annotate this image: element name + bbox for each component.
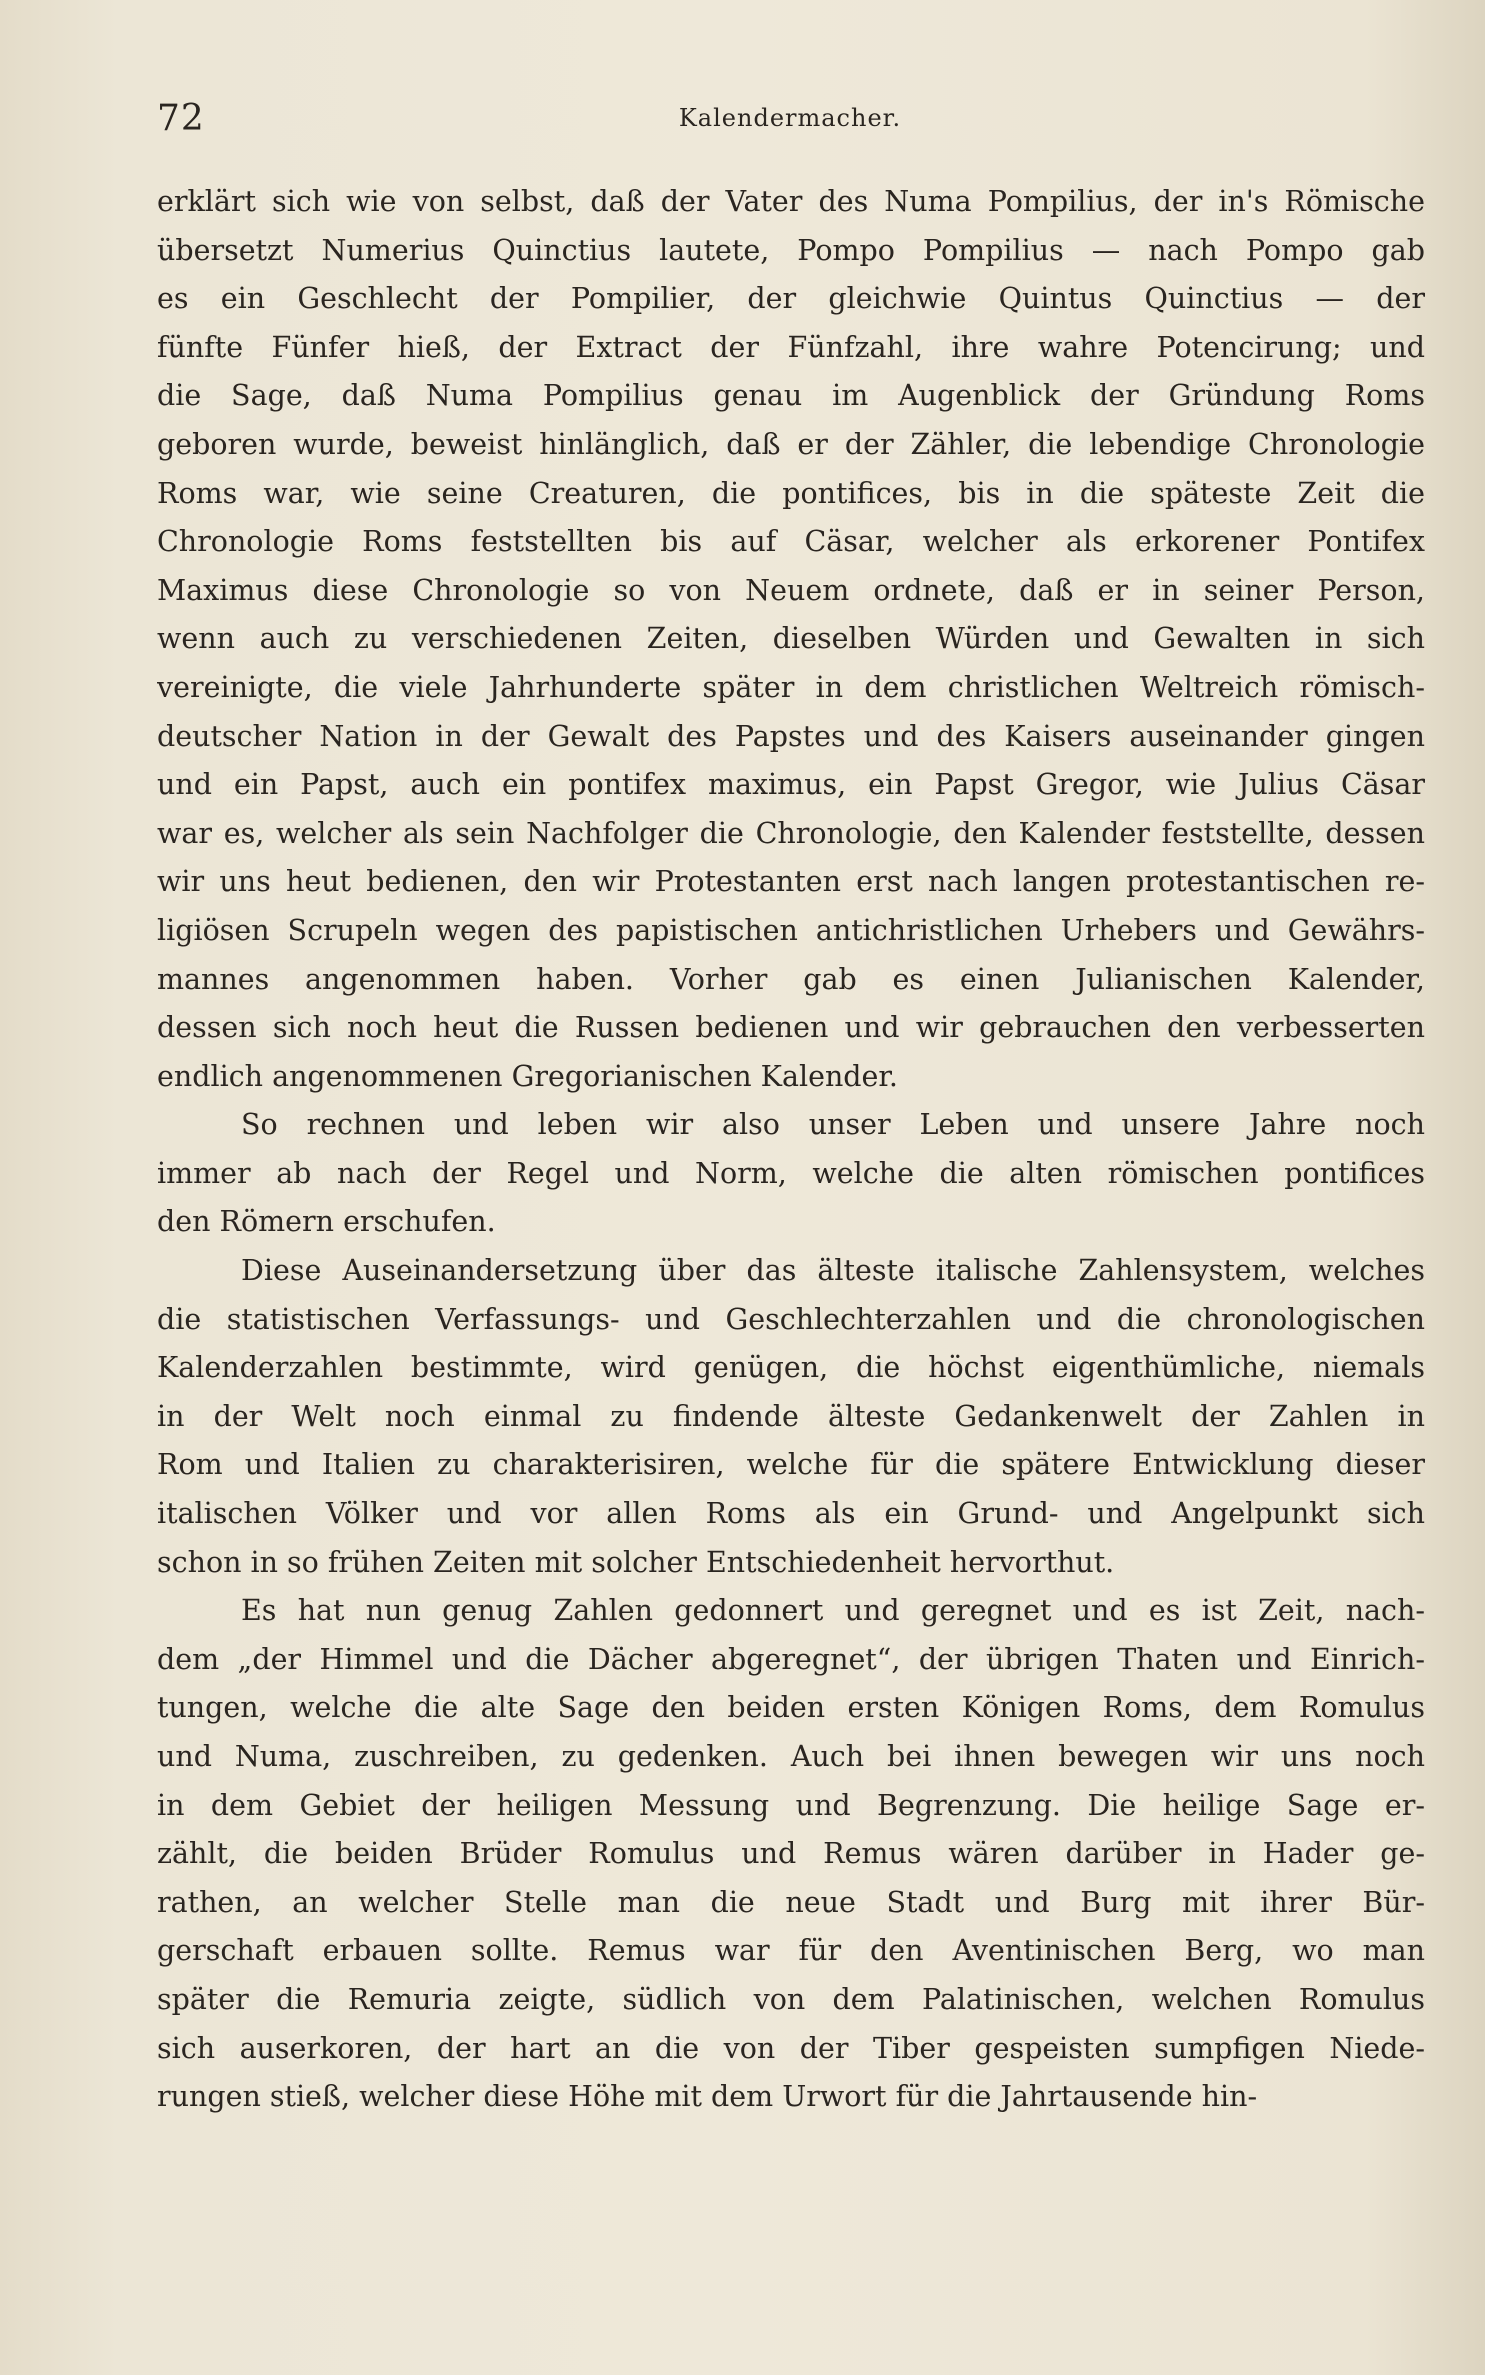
text-line: Es hat nun genug Zahlen gedonnert und geregnet und es ist Zeit, nach- — [241, 1594, 1425, 1628]
paragraph — [157, 1587, 1425, 2122]
text-line: fünfte Fünfer hieß, der Extract der Fünfzahl, ihre wahre Potencirung; und — [157, 330, 1425, 364]
text-line: sich auserkoren, der hart an die von der Tiber gespeisten sumpfigen Niede- — [157, 2031, 1425, 2065]
page-number: 72 — [157, 98, 205, 139]
text-line: ligiösen Scrupeln wegen des papistischen antichristlichen Urhebers und Gewährs- — [157, 913, 1425, 947]
text-line: geboren wurde, beweist hinlänglich, daß er der Zähler, die lebendige Chronologie — [157, 427, 1425, 461]
text-line: rathen, an welcher Stelle man die neue Stadt und Burg mit ihrer Bür- — [157, 1885, 1425, 1919]
text-line: übersetzt Numerius Quinctius lautete, Pompo Pompilius — nach Pompo gab — [157, 233, 1425, 267]
paragraph — [157, 1247, 1425, 1587]
text-line: Maximus diese Chronologie so von Neuem ordnete, daß er in seiner Person, — [157, 573, 1425, 607]
text-line: es ein Geschlecht der Pompilier, der gleichwie Quintus Quinctius — der — [157, 282, 1425, 316]
paragraph — [157, 178, 1425, 1101]
text-line: und Numa, zuschreiben, zu gedenken. Auch bei ihnen bewegen wir uns noch — [157, 1740, 1425, 1773]
running-head: Kalendermacher. — [678, 104, 902, 132]
text-line: Diese Auseinandersetzung über das älteste italische Zahlensystem, welches — [241, 1254, 1425, 1288]
text-line: Rom und Italien zu charakterisiren, welche für die spätere Entwicklung dieser — [157, 1448, 1425, 1482]
text-line: wir uns heut bedienen, den wir Protestanten erst nach langen protestantischen re- — [157, 865, 1425, 899]
text-line: Kalenderzahlen bestimmte, wird genügen, die höchst eigenthümliche, niemals — [157, 1351, 1425, 1385]
text-line: war es, welcher als sein Nachfolger die Chronologie, den Kalender feststellte, dessen — [157, 816, 1425, 850]
text-line: in der Welt noch einmal zu findende älteste Gedankenwelt der Zahlen in — [157, 1399, 1425, 1433]
body-text — [157, 178, 1425, 2122]
text-line: erklärt sich wie von selbst, daß der Vater des Numa Pompilius, der in's Römische — [157, 185, 1425, 218]
page-header — [155, 98, 1425, 148]
text-line: Chronologie Roms feststellten bis auf Cäsar, welcher als erkorener Pontifex — [157, 525, 1425, 559]
text-line: schon in so frühen Zeiten mit solcher Entschiedenheit hervorthut. — [157, 1545, 1115, 1579]
text-line: gerschaft erbauen sollte. Remus war für den Aventinischen Berg, wo man — [157, 1934, 1425, 1968]
text-line: später die Remuria zeigte, südlich von dem Palatinischen, welchen Romulus — [157, 1982, 1425, 2016]
text-line: und ein Papst, auch ein pontifex maximus, ein Papst Gregor, wie Julius Cäsar — [157, 768, 1425, 802]
text-line: den Römern erschufen. — [157, 1205, 496, 1239]
text-line: Roms war, wie seine Creaturen, die pontifices, bis in die späteste Zeit die — [157, 476, 1425, 510]
text-line: die statistischen Verfassungs- und Geschlechterzahlen und die chronologischen — [157, 1302, 1425, 1336]
paragraph — [157, 1101, 1425, 1247]
text-line: italischen Völker und vor allen Roms als ein Grund- und Angelpunkt sich — [157, 1497, 1425, 1531]
text-line: endlich angenommenen Gregorianischen Kalender. — [157, 1059, 898, 1093]
text-line: wenn auch zu verschiedenen Zeiten, dieselben Würden und Gewalten in sich — [157, 622, 1425, 656]
text-line: mannes angenommen haben. Vorher gab es einen Julianischen Kalender, — [157, 962, 1425, 996]
text-line: dessen sich noch heut die Russen bedienen und wir gebrauchen den verbesserten — [157, 1011, 1425, 1045]
text-line: So rechnen und leben wir also unser Leben und unsere Jahre noch — [241, 1108, 1425, 1142]
text-line: die Sage, daß Numa Pompilius genau im Augenblick der Gründung Roms — [157, 379, 1425, 413]
text-line: deutscher Nation in der Gewalt des Papstes und des Kaisers auseinander gingen — [157, 719, 1425, 753]
text-line: immer ab nach der Regel und Norm, welche die alten römischen pontifices — [157, 1156, 1425, 1190]
text-line: zählt, die beiden Brüder Romulus und Remus wären darüber in Hader ge- — [157, 1837, 1425, 1871]
text-line: in dem Gebiet der heiligen Messung und Begrenzung. Die heilige Sage er- — [157, 1788, 1425, 1822]
text-line: tungen, welche die alte Sage den beiden ersten Königen Roms, dem Romulus — [157, 1691, 1425, 1725]
text-line: dem „der Himmel und die Dächer abgeregnet“, der übrigen Thaten und Einrich- — [157, 1642, 1425, 1676]
text-line: vereinigte, die viele Jahrhunderte später in dem christlichen Weltreich römisch- — [157, 670, 1425, 704]
text-line: rungen stieß, welcher diese Höhe mit dem Urwort für die Jahrtausende hin- — [157, 2080, 1258, 2114]
